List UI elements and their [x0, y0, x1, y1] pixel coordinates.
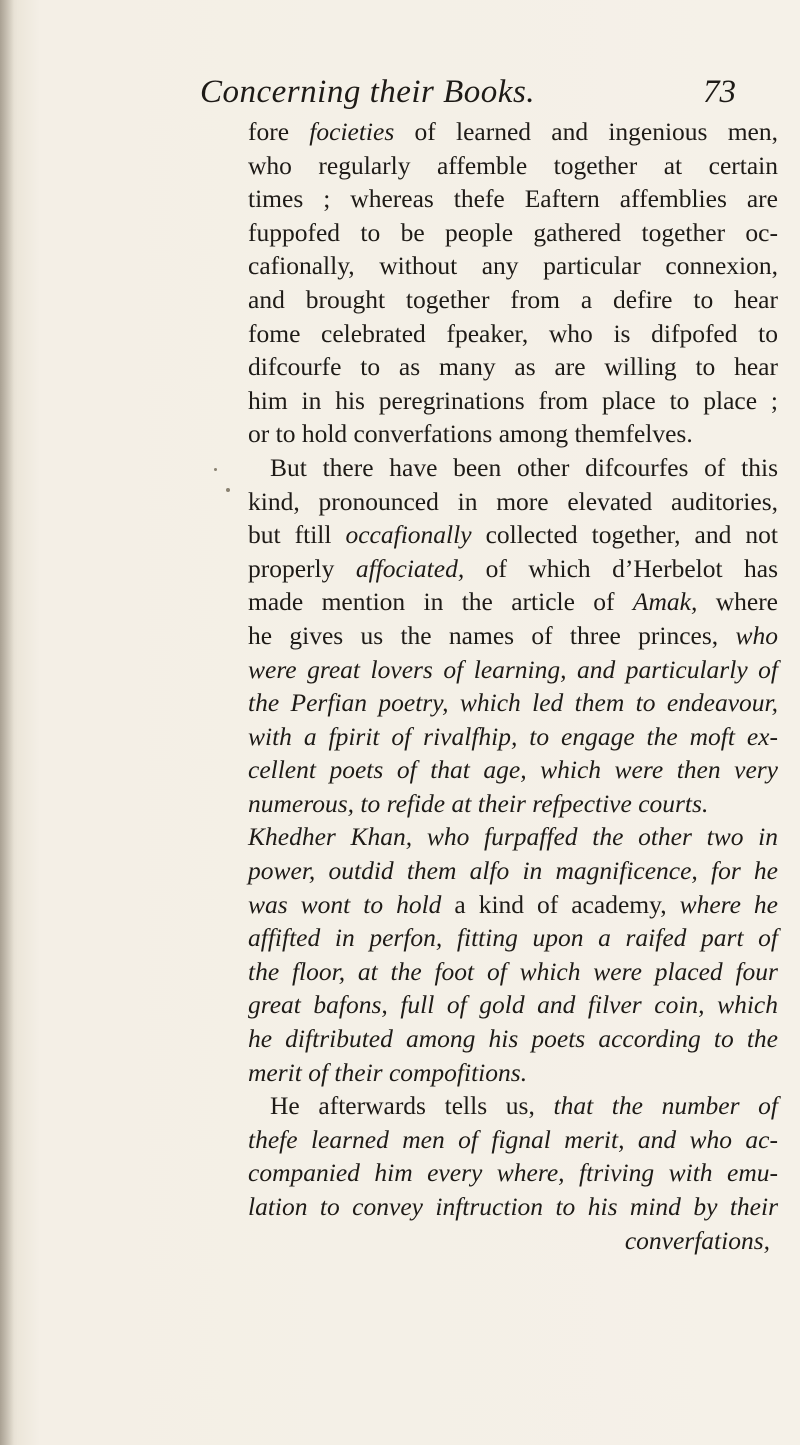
roman-text: or to hold converfations among themfelves.: [248, 419, 693, 449]
text-line: [248, 955, 778, 989]
italic-text: where he: [679, 889, 778, 919]
page-header: [0, 66, 800, 116]
italic-text: who: [735, 620, 778, 650]
italic-text: Amak,: [632, 587, 698, 617]
roman-text: of which d’Herbelot has: [464, 553, 778, 583]
italic-text: that the number of: [553, 1091, 778, 1121]
italic-text: great bafons, full of gold and filver coin, which: [248, 990, 778, 1020]
roman-text: fore: [248, 117, 310, 146]
italic-text: lation to convey inftruction to his mind by their: [248, 1192, 778, 1221]
text-line: [248, 753, 778, 787]
text-line: [248, 653, 778, 687]
roman-text: properly: [248, 553, 356, 583]
roman-text: where: [697, 587, 778, 617]
text-line: [248, 1056, 778, 1090]
roman-text: made mention in the article of: [248, 587, 633, 617]
text-line: [248, 485, 778, 519]
roman-text: of learned and ingenious men,: [394, 117, 778, 146]
text-line: [248, 888, 778, 922]
italic-text: cellent poets of that age, which were then very: [248, 755, 778, 785]
ink-speck: [226, 488, 230, 492]
italic-text: with a fpirit of rivalfhip, to engage the moft ex-: [248, 721, 778, 751]
italic-text: the Perfian poetry, which led them to endeavour,: [248, 688, 778, 718]
text-line: [248, 317, 778, 351]
roman-text: But there have been other difcourfes of this: [270, 452, 778, 482]
italic-text: occafionally: [345, 520, 472, 550]
ink-speck: [214, 468, 217, 471]
text-line: [248, 518, 778, 552]
text-line: [248, 249, 778, 283]
italic-text: the floor, at the foot of which were placed four: [248, 956, 778, 986]
roman-text: who regularly affemble together at certain: [248, 150, 778, 180]
text-line: [248, 216, 778, 250]
text-line: [248, 619, 778, 653]
text-line: [248, 1123, 778, 1157]
italic-text: he diftributed among his poets according to the: [248, 1024, 778, 1054]
text-line: [248, 820, 778, 854]
italic-text: affociated,: [355, 553, 465, 583]
binding-gutter-shadow: [0, 0, 14, 1445]
roman-text: kind, pronounced in more elevated auditories,: [248, 486, 778, 516]
italic-text: were great lovers of learning, and particularly of: [248, 654, 778, 684]
text-line: [248, 283, 778, 317]
italic-text: power, outdid them alfo in magnificence, for he: [248, 856, 778, 886]
roman-text: he gives us the names of three princes,: [248, 620, 736, 650]
italic-text: merit of their compofitions.: [248, 1057, 528, 1087]
text-line: [248, 686, 778, 720]
text-line: [248, 1156, 778, 1190]
italic-text: thefe learned men of fignal merit, and who ac-: [248, 1124, 778, 1154]
roman-text: He afterwards tells us,: [270, 1091, 554, 1121]
text-line: [248, 149, 778, 183]
roman-text: and brought together from a defire to hear: [248, 284, 778, 314]
running-head: Concerning their Books.: [200, 74, 536, 110]
page-number: 73: [703, 74, 736, 110]
italic-text: focieties: [309, 117, 395, 146]
text-line: [248, 787, 778, 821]
text-line: [248, 921, 778, 955]
roman-text: fome celebrated fpeaker, who is difpofed to: [248, 318, 778, 348]
italic-text: numerous, to refide at their refpective courts.: [248, 788, 709, 818]
text-line: [248, 417, 778, 451]
text-line: [248, 1190, 778, 1224]
italic-text: Khedher Khan, who furpaffed the other two in: [248, 822, 778, 852]
roman-text: difcourfe to as many as are willing to hear: [248, 352, 778, 382]
italic-text: affifted in perfon, fitting upon a raifed part of: [248, 923, 778, 953]
text-line: [248, 182, 778, 216]
text-line: [248, 988, 778, 1022]
text-line: [248, 451, 778, 485]
text-line: [248, 552, 778, 586]
text-line: [248, 1022, 778, 1056]
text-line: [248, 115, 778, 149]
roman-text: him in his peregrinations from place to place ;: [248, 385, 778, 415]
roman-text: times ; whereas thefe Eaftern affemblies are: [248, 184, 778, 214]
roman-text: a kind of academy,: [441, 889, 680, 919]
text-line: [248, 854, 778, 888]
text-line: [248, 585, 778, 619]
text-line: [248, 350, 778, 384]
italic-text: companied him every where, ftriving with emu-: [248, 1158, 778, 1188]
italic-text: was wont to hold: [248, 889, 442, 919]
text-line: [248, 720, 778, 754]
text-line: [248, 1089, 778, 1123]
text-line: [248, 1224, 778, 1258]
text-line: [248, 384, 778, 418]
italic-text: converfations,: [624, 1225, 770, 1255]
roman-text: fuppofed to be people gathered together oc-: [248, 217, 778, 247]
roman-text: but ftill: [248, 520, 346, 550]
roman-text: cafionally, without any particular connexion,: [248, 251, 778, 281]
roman-text: collected together, and not: [471, 520, 778, 550]
body-text: [248, 115, 778, 1257]
